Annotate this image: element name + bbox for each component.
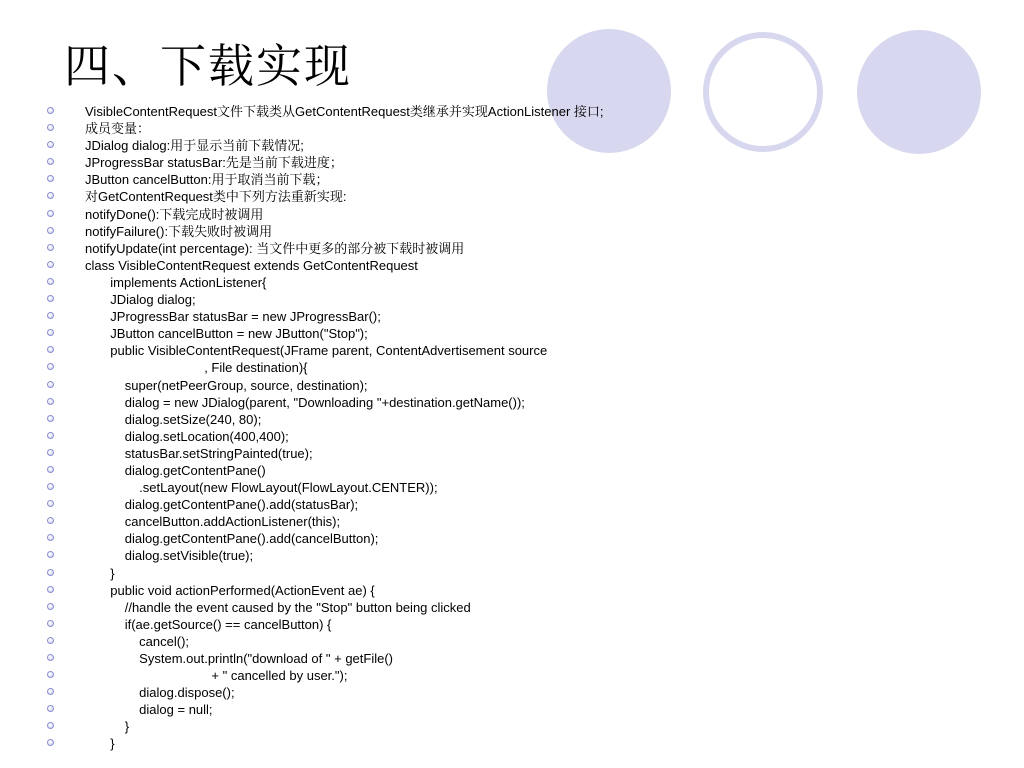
list-item xyxy=(0,667,1024,684)
list-item xyxy=(0,325,1024,342)
list-item xyxy=(0,718,1024,735)
list-item xyxy=(0,547,1024,564)
list-item xyxy=(0,120,1024,137)
list-item xyxy=(0,428,1024,445)
list-item xyxy=(0,342,1024,359)
list-item-text: class VisibleContentRequest extends GetContentRequest xyxy=(85,257,418,273)
list-item xyxy=(0,308,1024,325)
bullet-icon xyxy=(47,261,54,268)
list-item-text: System.out.println("download of " + getFile() xyxy=(85,651,393,666)
list-item xyxy=(0,565,1024,582)
bullet-icon xyxy=(47,295,54,302)
slide-title: 四、下载实现 xyxy=(64,39,352,93)
bullet-icon xyxy=(47,483,54,490)
list-item-text: public void actionPerformed(ActionEvent ae) { xyxy=(85,582,375,598)
bullet-icon xyxy=(47,620,54,627)
bullet-icon xyxy=(47,671,54,678)
bullet-icon xyxy=(47,210,54,217)
bullet-icon xyxy=(47,603,54,610)
bullet-icon xyxy=(47,227,54,234)
bullet-icon xyxy=(47,398,54,405)
list-item-text: dialog.setLocation(400,400); xyxy=(85,428,289,444)
list-item xyxy=(0,530,1024,547)
bullet-icon xyxy=(47,637,54,644)
list-item xyxy=(0,445,1024,462)
list-item xyxy=(0,291,1024,308)
bullet-icon xyxy=(47,551,54,558)
bullet-icon xyxy=(47,688,54,695)
list-item-text: JButton cancelButton:用于取消当前下载； xyxy=(85,172,329,188)
list-item-text: .setLayout(new FlowLayout(FlowLayout.CENTER)); xyxy=(85,480,438,496)
list-item-text: dialog.getContentPane() xyxy=(85,462,266,478)
list-item xyxy=(0,257,1024,274)
bullet-icon xyxy=(47,192,54,199)
list-item-text: //handle the event caused by the "Stop" button being clicked xyxy=(85,599,471,615)
list-item-text: public VisibleContentRequest(JFrame parent, ContentAdvertisement source xyxy=(85,343,548,359)
list-item-text: dialog = new JDialog(parent, "Downloading "+destination.getName()); xyxy=(85,394,525,410)
list-item-text: if(ae.getSource() == cancelButton) { xyxy=(85,616,332,632)
list-item xyxy=(0,650,1024,667)
list-item xyxy=(0,479,1024,496)
bullet-icon xyxy=(47,244,54,251)
bullet-icon xyxy=(47,329,54,336)
bullet-icon xyxy=(47,278,54,285)
bullet-icon xyxy=(47,705,54,712)
bullet-icon xyxy=(47,175,54,182)
list-item-text: cancel(); xyxy=(85,633,190,649)
list-item xyxy=(0,701,1024,718)
list-item xyxy=(0,633,1024,650)
bullet-icon xyxy=(47,569,54,576)
bullet-icon xyxy=(47,722,54,729)
list-item-text: JProgressBar statusBar = new JProgressBar(); xyxy=(85,309,381,325)
list-item-text: notifyUpdate(int percentage): 当文件中更多的部分被下载时被调用 xyxy=(85,240,465,256)
list-item-text: 对GetContentRequest类中下列方法重新实现: xyxy=(85,189,347,205)
list-item xyxy=(0,206,1024,223)
list-item-text: VisibleContentRequest文件下载类从GetContentRequest类继承并实现ActionListener 接口; xyxy=(85,104,604,119)
bullet-icon xyxy=(47,124,54,131)
list-item-text: notifyFailure():下载失败时被调用 xyxy=(85,223,273,239)
list-item xyxy=(0,684,1024,701)
bullet-icon xyxy=(47,500,54,507)
list-item xyxy=(0,103,1024,120)
bullet-icon xyxy=(47,739,54,746)
bullet-icon xyxy=(47,449,54,456)
list-item xyxy=(0,616,1024,633)
list-item xyxy=(0,137,1024,154)
list-item-text: dialog.setSize(240, 80); xyxy=(85,411,262,427)
list-item-text: JButton cancelButton = new JButton("Stop"); xyxy=(85,326,368,342)
list-item-text: + " cancelled by user."); xyxy=(85,668,348,684)
list-item xyxy=(0,735,1024,752)
list-item xyxy=(0,582,1024,599)
list-item-text: } xyxy=(85,719,130,735)
list-item-text: } xyxy=(85,565,115,581)
bullet-icon xyxy=(47,381,54,388)
list-item xyxy=(0,154,1024,171)
list-item xyxy=(0,240,1024,257)
list-item xyxy=(0,411,1024,428)
list-item-text: dialog.getContentPane().add(cancelButton); xyxy=(85,531,379,547)
list-item-text: dialog.getContentPane().add(statusBar); xyxy=(85,497,359,513)
list-item xyxy=(0,274,1024,291)
bullet-icon xyxy=(47,346,54,353)
list-item-text: super(netPeerGroup, source, destination); xyxy=(85,377,368,393)
list-item xyxy=(0,359,1024,376)
list-item-text: cancelButton.addActionListener(this); xyxy=(85,514,341,530)
bullet-icon xyxy=(47,586,54,593)
list-item xyxy=(0,377,1024,394)
list-item-text: JProgressBar statusBar:先是当前下载进度； xyxy=(85,155,343,171)
bullet-icon xyxy=(47,466,54,473)
list-item xyxy=(0,171,1024,188)
bullet-list xyxy=(0,103,1024,753)
list-item xyxy=(0,223,1024,240)
list-item xyxy=(0,188,1024,205)
bullet-icon xyxy=(47,312,54,319)
list-item-text: dialog = null; xyxy=(85,702,213,718)
list-item-text: statusBar.setStringPainted(true); xyxy=(85,445,313,461)
bullet-icon xyxy=(47,107,54,114)
bullet-icon xyxy=(47,415,54,422)
list-item xyxy=(0,513,1024,530)
list-item-text: JDialog dialog:用于显示当前下载情况; xyxy=(85,138,304,154)
list-item-text: dialog.setVisible(true); xyxy=(85,548,254,564)
bullet-icon xyxy=(47,534,54,541)
list-item xyxy=(0,394,1024,411)
bullet-icon xyxy=(47,158,54,165)
bullet-icon xyxy=(47,363,54,370)
list-item-text: dialog.dispose(); xyxy=(85,685,235,701)
list-item-text: notifyDone():下载完成时被调用 xyxy=(85,206,264,222)
list-item-text: 成员变量： xyxy=(85,121,151,137)
bullet-icon xyxy=(47,141,54,148)
bullet-icon xyxy=(47,654,54,661)
list-item-text: } xyxy=(85,736,115,752)
list-item xyxy=(0,462,1024,479)
list-item xyxy=(0,599,1024,616)
bullet-icon xyxy=(47,432,54,439)
list-item xyxy=(0,496,1024,513)
list-item-text: , File destination){ xyxy=(85,360,308,376)
list-item-text: implements ActionListener{ xyxy=(85,274,267,290)
list-item-text: JDialog dialog; xyxy=(85,292,196,308)
bullet-icon xyxy=(47,517,54,524)
